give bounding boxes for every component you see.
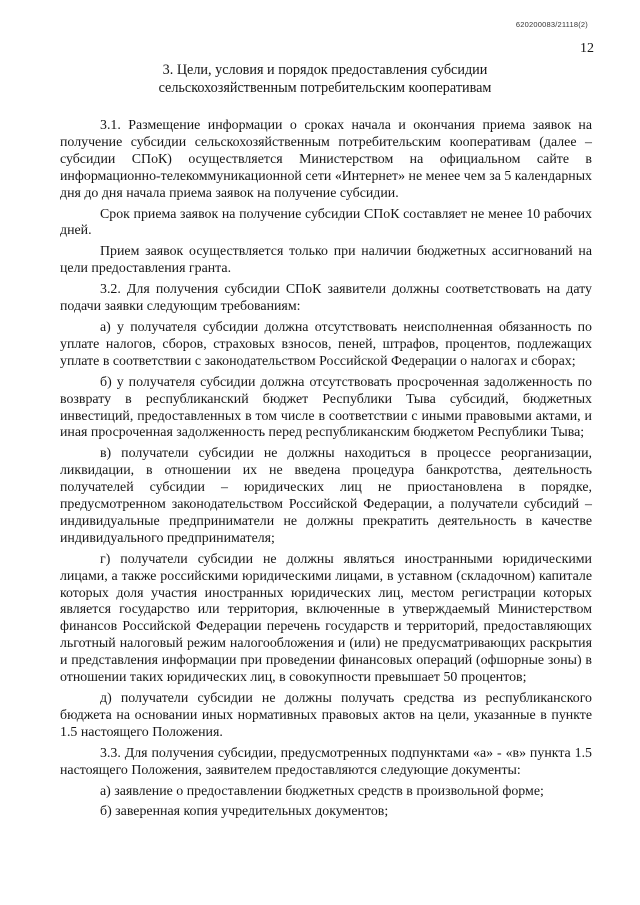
paragraph-budget: Прием заявок осуществляется только при наличии бюджетных ассигнований на цели предоставления гранта. (60, 244, 592, 277)
document-body (60, 118, 592, 825)
paragraph-3-2-v: в) получатели субсидии не должны находиться в процессе реорганизации, ликвидации, в отношении их не введена процедура банкротства, деятельность получателей субсидии – юридических лиц не приостановлена в порядке, предусмотренном законодательством Российской Федерации, а получатели субсидий – индивидуальные предприниматели не должны прекратить деятельность в качестве индивидуального предпринимателя; (60, 446, 592, 546)
section-heading-line-2: сельскохозяйственным потребительским кооперативам (158, 79, 492, 96)
section-heading-line-1: 3. Цели, условия и порядок предоставления субсидии (162, 62, 488, 78)
page-number: 12 (580, 41, 594, 56)
section-heading (60, 62, 590, 97)
paragraph-3-2: 3.2. Для получения субсидии СПоК заявители должны соответствовать на дату подачи заявки следующим требованиям: (60, 282, 592, 315)
paragraph-3-2-a: а) у получателя субсидии должна отсутствовать неисполненная обязанность по уплате налогов, сборов, страховых взносов, пеней, штрафов, процентов, подлежащих уплате в соответствии с законодательством Российской Федерации о налогах и сборах; (60, 319, 592, 369)
paragraph-3-2-g: г) получатели субсидии не должны являться иностранными юридическими лицами, а также российскими юридическими лицами, в уставном (складочном) капитале которых доля участия иностранных юридических лиц, местом регистрации которых является государство или территория, включенные в утверждаемый Министерством финансов Российской Федерации перечень государств и территорий, предоставляющих льготный налоговый режим налогообложения и (или) не предусматривающих раскрытия и представления информации при проведении финансовых операций (офшорные зоны) в отношении таких юридических лиц, в совокупности превышает 50 процентов; (60, 551, 592, 686)
paragraph-3-3-a: а) заявление о предоставлении бюджетных средств в произвольной форме; (100, 783, 544, 799)
paragraph-3-2-b: б) у получателя субсидии должна отсутствовать просроченная задолженность по возврату в республиканский бюджет Республики Тыва субсидий, бюджетных инвестиций, предоставленных в том числе в соответствии с иными правовыми актами, и иная просроченная задолженность перед республиканским бюджетом Республики Тыва; (60, 374, 592, 441)
paragraph-deadline: Срок приема заявок на получение субсидии СПоК составляет не менее 10 рабочих дней. (60, 206, 592, 239)
paragraph-3-2-d: д) получатели субсидии не должны получать средства из республиканского бюджета на основании иных нормативных правовых актов на цели, указанные в пункте 1.5 настоящего Положения. (60, 691, 592, 740)
document-id: 620200083/21118(2) (515, 20, 588, 29)
paragraph-3-3: 3.3. Для получения субсидии, предусмотренных подпунктами «а» - «в» пункта 1.5 настоящего Положения, заявителем предоставляются следующие документы: (60, 745, 592, 778)
paragraph-3-1: 3.1. Размещение информации о сроках начала и окончания приема заявок на получение субсидии сельскохозяйственным потребительским кооперативам (далее – субсидии СПоК) осуществляется Министерством на официальном сайте в информационно-телекоммуникационной сети «Интернет» не менее чем за 5 календарных дня до дня начала приема заявок на получение субсидии. (60, 118, 592, 201)
paragraph-3-3-b: б) заверенная копия учредительных документов; (100, 804, 389, 820)
